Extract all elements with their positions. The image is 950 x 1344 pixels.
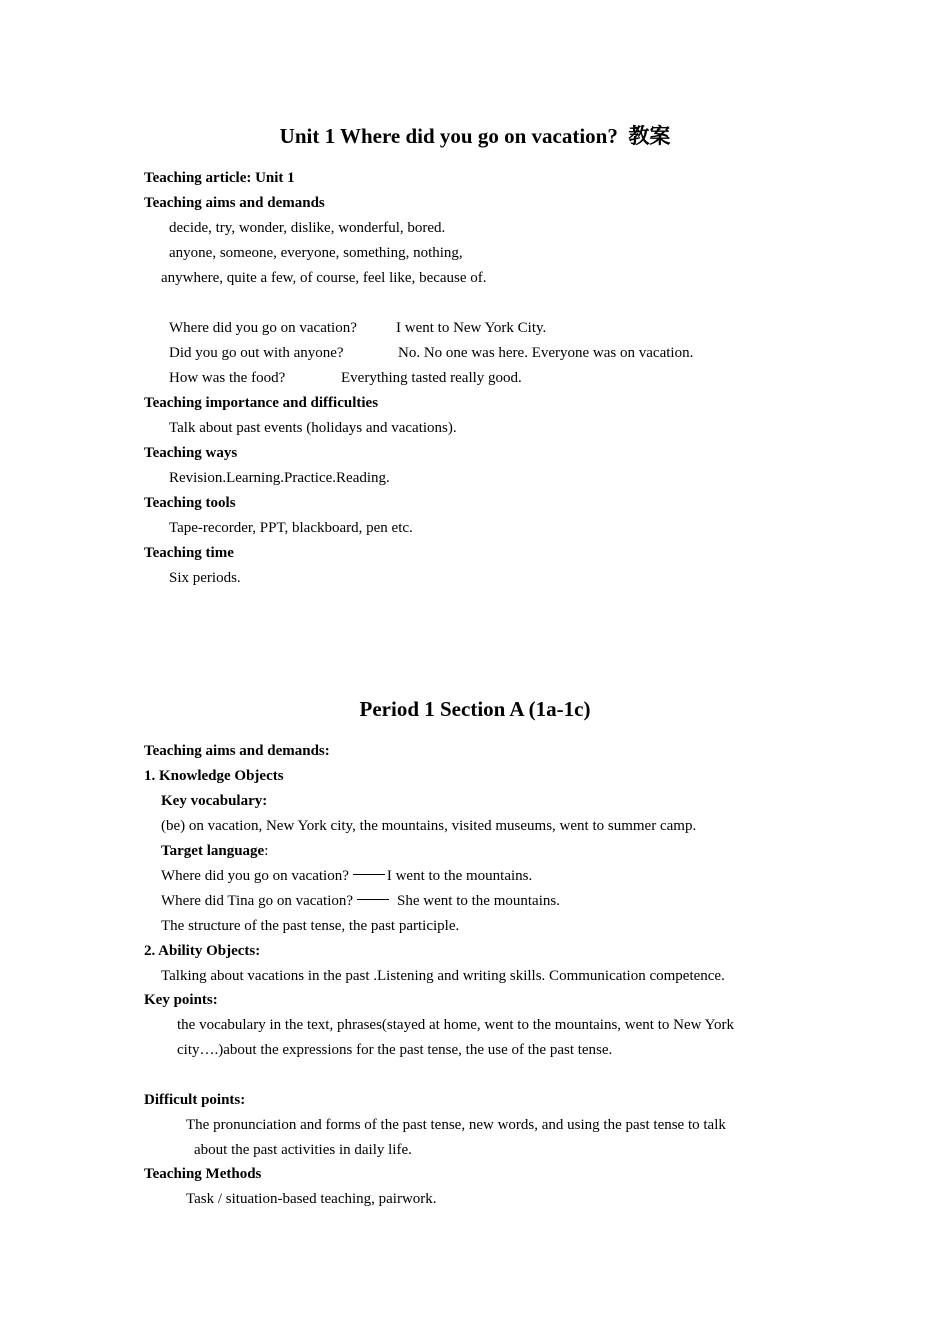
methods-heading: Teaching Methods	[144, 1166, 262, 1182]
teaching-article: Teaching article: Unit 1	[144, 170, 295, 186]
target-question: Where did Tina go on vacation?	[161, 893, 354, 909]
key-points-text: city….)about the expressions for the past tense, the use of the past tense.	[177, 1042, 613, 1058]
ways-text: Revision.Learning.Practice.Reading.	[169, 470, 390, 486]
vocab-line: decide, try, wonder, dislike, wonderful, bored.	[169, 220, 446, 236]
dialogue-question: How was the food?	[169, 370, 286, 386]
unit-title: Unit 1 Where did you go on vacation? 教案	[279, 124, 671, 148]
dialogue-answer: No. No one was here. Everyone was on vacation.	[398, 345, 694, 361]
key-vocab-text: (be) on vacation, New York city, the mountains, visited museums, went to summer camp.	[161, 818, 697, 834]
aims-heading: Teaching aims and demands	[144, 195, 325, 211]
time-heading: Teaching time	[144, 545, 234, 561]
dash-line	[353, 874, 385, 875]
dialogue-question: Did you go out with anyone?	[169, 345, 344, 361]
target-language-label	[161, 841, 268, 861]
dialogue-question: Where did you go on vacation?	[169, 320, 357, 336]
dialogue-answer: Everything tasted really good.	[341, 370, 522, 386]
target-answer: She went to the mountains.	[397, 893, 560, 909]
target-answer: I went to the mountains.	[386, 868, 533, 884]
importance-text: Talk about past events (holidays and vacations).	[169, 420, 457, 436]
target-question: Where did you go on vacation?	[161, 868, 349, 884]
time-text: Six periods.	[169, 570, 241, 586]
ability-text: Talking about vacations in the past .Listening and writing skills. Communication competence.	[161, 968, 725, 984]
ability-heading: 2. Ability Objects:	[144, 943, 261, 959]
tools-text: Tape-recorder, PPT, blackboard, pen etc.	[169, 520, 413, 536]
knowledge-heading: 1. Knowledge Objects	[144, 768, 284, 784]
target-language-heading: Target language	[161, 843, 265, 859]
difficult-text: about the past activities in daily life.	[194, 1142, 412, 1158]
target-dialogue	[161, 866, 532, 886]
difficult-heading: Difficult points:	[144, 1092, 246, 1108]
difficult-text: The pronunciation and forms of the past tense, new words, and using the past tense to talk	[186, 1117, 726, 1133]
structure-text: The structure of the past tense, the past participle.	[161, 918, 460, 934]
methods-text: Task / situation-based teaching, pairwork.	[186, 1191, 437, 1207]
key-vocab-heading: Key vocabulary:	[161, 793, 268, 809]
key-points-heading: Key points:	[144, 992, 218, 1008]
vocab-line: anyone, someone, everyone, something, nothing,	[169, 245, 463, 261]
period-title: Period 1 Section A (1a-1c)	[359, 697, 591, 721]
target-language-colon: :	[264, 843, 269, 859]
key-points-text: the vocabulary in the text, phrases(stayed at home, went to the mountains, went to New York	[177, 1017, 734, 1033]
tools-heading: Teaching tools	[144, 495, 236, 511]
target-dialogue	[161, 891, 560, 911]
vocab-line: anywhere, quite a few, of course, feel like, because of.	[161, 270, 487, 286]
period-aims-heading: Teaching aims and demands:	[144, 743, 330, 759]
ways-heading: Teaching ways	[144, 445, 238, 461]
dash-line	[357, 899, 389, 900]
dialogue-answer: I went to New York City.	[396, 320, 547, 336]
importance-heading: Teaching importance and difficulties	[144, 395, 379, 411]
